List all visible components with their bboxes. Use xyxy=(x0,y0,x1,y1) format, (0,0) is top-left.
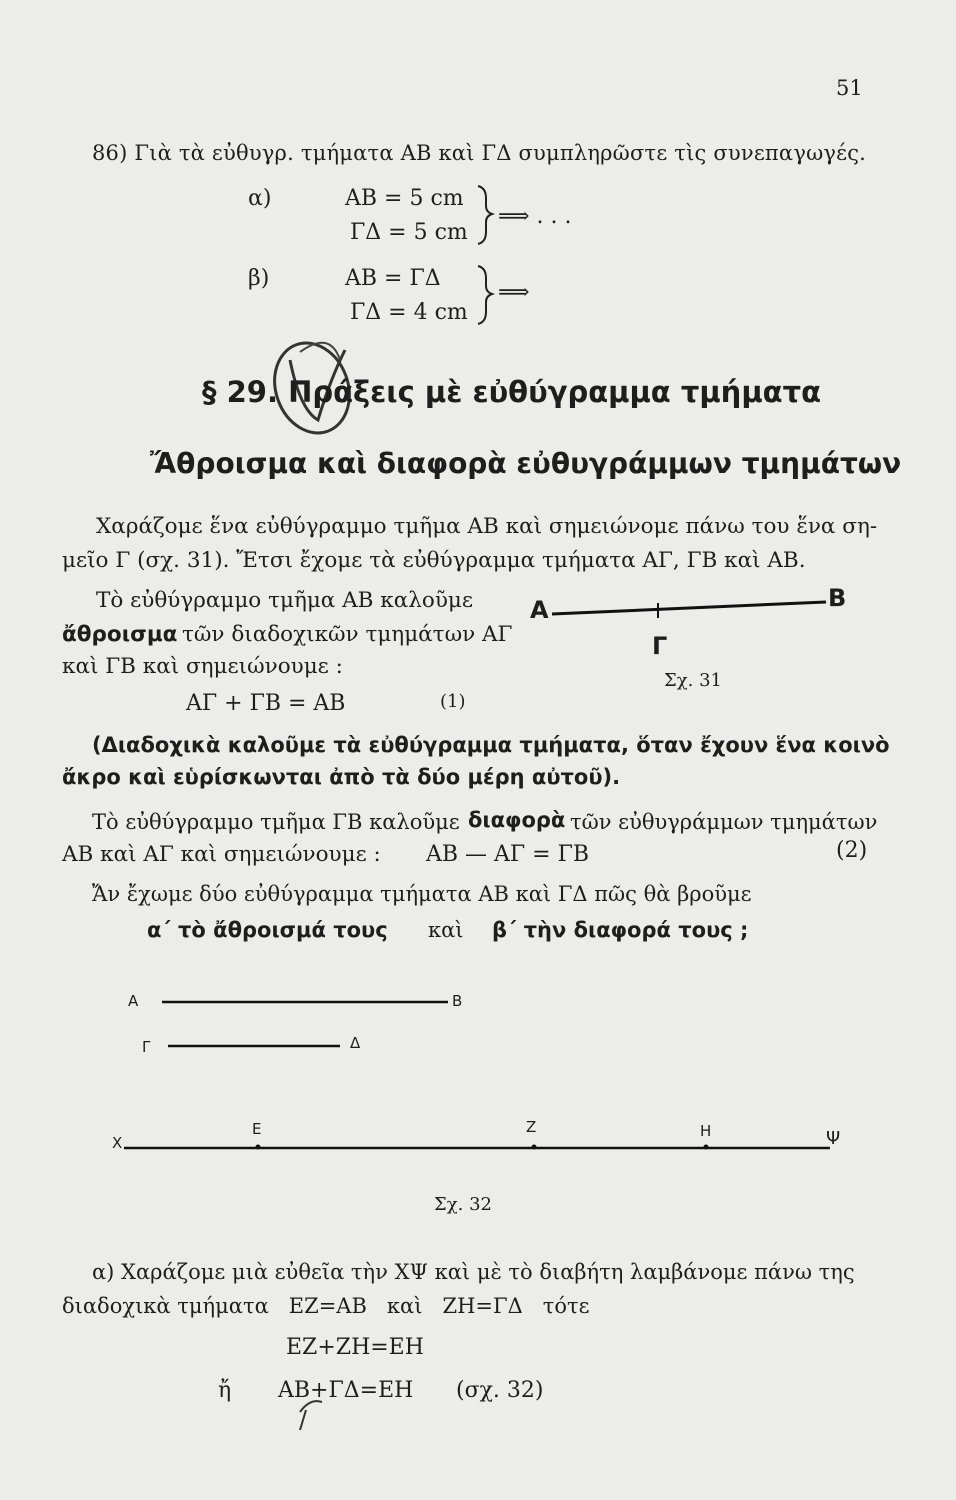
exercise-86-a-label: α) xyxy=(248,186,272,211)
paragraph-3-line-1a: Τὸ εὐθύγραμμο τμῆμα ΓΒ καλοῦμε xyxy=(92,810,460,834)
exercise-86-b-line2: ΓΔ = 4 cm xyxy=(350,300,468,325)
exercise-86-a-line2: ΓΔ = 5 cm xyxy=(350,220,468,245)
fig32-label-Y: Ψ xyxy=(826,1128,841,1149)
section-heading: § 29. Πράξεις μὲ εὐθύγραμμα τμήματα xyxy=(202,375,822,409)
fig32-label-D: Δ xyxy=(350,1034,361,1052)
question-a: α΄ τὸ ἄθροισμά τους xyxy=(147,918,388,942)
equation-1: ΑΓ + ΓΒ = ΑΒ xyxy=(186,691,346,716)
page-number: 51 xyxy=(836,76,863,100)
question-b: β΄ τὴν διαφορά τους ; xyxy=(492,918,749,942)
question-and: καὶ xyxy=(428,918,464,942)
fig32-label-H: Η xyxy=(700,1122,712,1140)
note-line-1: (Διαδοχικὰ καλοῦμε τὰ εὐθύγραμμα τμήματα, ὅταν ἔχουν ἕνα κοινὸ xyxy=(92,733,890,757)
note-line-2: ἄκρο καὶ εὑρίσκωνται ἀπὸ τὰ δύο μέρη αὐτοῦ). xyxy=(62,765,621,789)
fig32-label-E: Ε xyxy=(252,1120,262,1138)
fig32-label-Z: Ζ xyxy=(526,1118,537,1136)
fig32-label-B: B xyxy=(452,992,463,1010)
pen-mark-bottom xyxy=(300,1401,322,1430)
paragraph-1-line-2: μεῖο Γ (σχ. 31). Ἔτσι ἔχομε τὰ εὐθύγραμμα τμήματα ΑΓ, ΓΒ καὶ ΑΒ. xyxy=(62,548,806,573)
fig31-label-B: Β xyxy=(828,584,847,612)
exercise-86-a-arrow: ⟹ . . . xyxy=(498,204,572,229)
equation-1-number: (1) xyxy=(440,691,466,712)
equation-3: ΕΖ+ΖΗ=ΕΗ xyxy=(286,1335,424,1360)
paragraph-3-line-1b: τῶν εὐθυγράμμων τμημάτων xyxy=(570,810,878,834)
exercise-86-b-label: β) xyxy=(248,266,270,291)
paragraph-2-line-1: Τὸ εὐθύγραμμο τμῆμα ΑΒ καλοῦμε xyxy=(96,588,474,613)
paragraph-2-line-3: καὶ ΓΒ καὶ σημειώνουμε : xyxy=(62,654,343,679)
equation-2-number: (2) xyxy=(836,838,868,863)
paragraph-3-bold-term: διαφορὰ xyxy=(468,808,566,832)
exercise-86-a-line1: ΑΒ = 5 cm xyxy=(345,186,464,211)
equation-2: ΑΒ — ΑΓ = ΓΒ xyxy=(426,842,590,867)
equation-4: ΑΒ+ΓΔ=ΕΗ xyxy=(278,1378,414,1403)
question-line: Ἄν ἔχωμε δύο εὐθύγραμμα τμήματα ΑΒ καὶ ΓΔ πῶς θὰ βροῦμε xyxy=(92,882,752,906)
exercise-86-b-arrow: ⟹ xyxy=(498,280,530,305)
fig31-label-A: Α xyxy=(530,596,549,624)
fig31-caption: Σχ. 31 xyxy=(664,670,722,691)
paragraph-2-line-2: τῶν διαδοχικῶν τμημάτων ΑΓ xyxy=(182,622,513,647)
fig31-label-G: Γ xyxy=(652,632,668,660)
fig32-caption: Σχ. 32 xyxy=(434,1194,492,1215)
procedure-line-1: α) Χαράζομε μιὰ εὐθεῖα τὴν ΧΨ καὶ μὲ τὸ διαβήτη λαμβάνομε πάνω της xyxy=(92,1260,855,1284)
exercise-86-b-line1: ΑΒ = ΓΔ xyxy=(345,266,441,291)
equation-4-prefix: ἤ xyxy=(218,1378,232,1403)
paragraph-3-line-2: ΑΒ καὶ ΑΓ καὶ σημειώνουμε : xyxy=(62,842,381,867)
equation-4-ref: (σχ. 32) xyxy=(456,1378,544,1403)
fig32-label-A: A xyxy=(128,992,139,1010)
exercise-86-text: 86) Γιὰ τὰ εὐθυγρ. τμήματα ΑΒ καὶ ΓΔ συμπληρῶστε τὶς συνεπαγωγές. xyxy=(92,141,867,165)
paragraph-2-bold-term: ἄθροισμα xyxy=(62,622,178,647)
fig32-label-X: Χ xyxy=(112,1134,123,1152)
fig32-label-G: Γ xyxy=(142,1038,151,1056)
paragraph-1-line-1: Χαράζομε ἕνα εὐθύγραμμο τμῆμα ΑΒ καὶ σημειώνομε πάνω του ἕνα ση- xyxy=(96,514,878,539)
section-subheading: Ἄθροισμα καὶ διαφορὰ εὐθυγράμμων τμημάτων xyxy=(150,447,902,480)
procedure-line-2: διαδοχικὰ τμήματα ΕΖ=ΑΒ καὶ ΖΗ=ΓΔ τότε xyxy=(62,1294,590,1318)
